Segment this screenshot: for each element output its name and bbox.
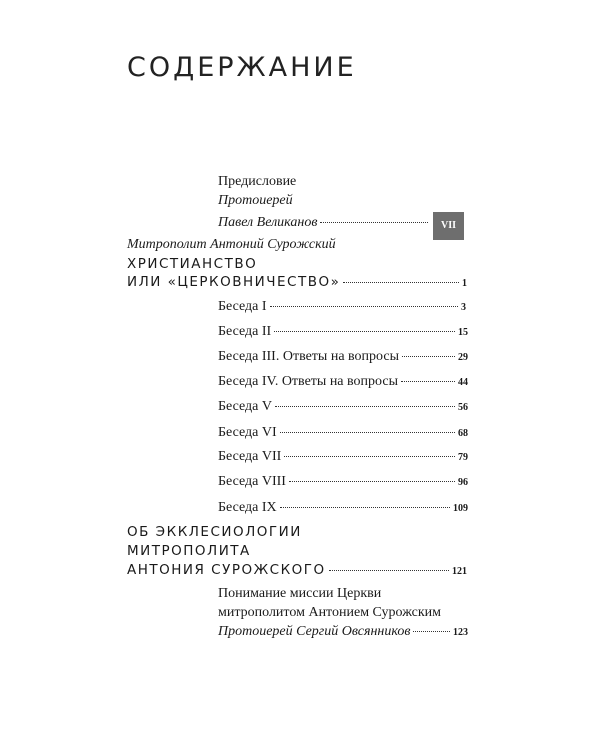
section2-title-line3: АНТОНИЯ СУРОЖСКОГО bbox=[127, 562, 326, 578]
section1-author: Митрополит Антоний Сурожский bbox=[127, 237, 336, 252]
leader-dots bbox=[289, 481, 455, 482]
section2-title-line1: ОБ ЭККЛЕСИОЛОГИИ bbox=[127, 524, 302, 540]
toc-item-page: 56 bbox=[458, 402, 468, 413]
toc-item-label: Беседа VIII bbox=[218, 474, 286, 489]
section2-title-line2: МИТРОПОЛИТА bbox=[127, 543, 251, 559]
preface-author-line1: Протоиерей bbox=[218, 193, 293, 208]
leader-dots bbox=[280, 507, 450, 508]
toc-item-label: Беседа VI bbox=[218, 425, 277, 440]
toc-item-page: 29 bbox=[458, 352, 468, 363]
section2-sub-entry[interactable] bbox=[218, 623, 468, 642]
section1-title-line2: ИЛИ «ЦЕРКОВНИЧЕСТВО» bbox=[127, 274, 341, 290]
toc-item[interactable] bbox=[218, 499, 468, 518]
toc-item-page: 44 bbox=[458, 377, 468, 388]
toc-item-label: Беседа IV. Ответы на вопросы bbox=[218, 374, 398, 389]
leader-dots bbox=[274, 331, 455, 332]
leader-dots bbox=[413, 631, 450, 632]
toc-item[interactable] bbox=[218, 473, 468, 492]
toc-item-label: Беседа IX bbox=[218, 500, 277, 515]
toc-item-label: Беседа I bbox=[218, 299, 267, 314]
section1-entry[interactable] bbox=[127, 273, 467, 293]
section2-sub-line2: митрополитом Антонием Сурожским bbox=[218, 605, 441, 620]
section2-sub-line1: Понимание миссии Церкви bbox=[218, 586, 382, 601]
toc-item-page: 96 bbox=[458, 477, 468, 488]
leader-dots bbox=[402, 356, 455, 357]
toc-item[interactable] bbox=[218, 424, 468, 443]
section1-page: 1 bbox=[462, 278, 467, 289]
preface-label: Предисловие bbox=[218, 174, 297, 189]
toc-item-page: 15 bbox=[458, 327, 468, 338]
page-title: СОДЕРЖАНИЕ bbox=[127, 52, 357, 83]
leader-dots bbox=[284, 456, 455, 457]
toc-item-label: Беседа V bbox=[218, 399, 272, 414]
section2-sub-author: Протоиерей Сергий Овсянников bbox=[218, 624, 411, 639]
leader-dots bbox=[280, 432, 455, 433]
section2-sub-page: 123 bbox=[453, 627, 468, 638]
toc-item-page: 79 bbox=[458, 452, 468, 463]
section2-page: 121 bbox=[452, 566, 467, 577]
toc-item-page: 109 bbox=[453, 503, 468, 514]
section1-title-line1: ХРИСТИАНСТВО bbox=[127, 256, 258, 272]
preface-entry[interactable] bbox=[218, 210, 464, 238]
leader-dots bbox=[343, 282, 459, 283]
leader-dots bbox=[275, 406, 455, 407]
toc-item[interactable] bbox=[218, 298, 466, 317]
toc-item[interactable] bbox=[218, 348, 468, 367]
toc-item[interactable] bbox=[218, 398, 468, 417]
leader-dots bbox=[329, 570, 449, 571]
toc-item[interactable] bbox=[218, 373, 468, 392]
section2-entry[interactable] bbox=[127, 561, 467, 581]
toc-item-page: 68 bbox=[458, 428, 468, 439]
leader-dots bbox=[320, 222, 428, 223]
toc-item-page: 3 bbox=[461, 302, 466, 313]
toc-item[interactable] bbox=[218, 323, 468, 342]
leader-dots bbox=[270, 306, 458, 307]
preface-page-badge: VII bbox=[433, 212, 464, 240]
toc-item-label: Беседа III. Ответы на вопросы bbox=[218, 349, 400, 364]
preface-author-line2: Павел Великанов bbox=[218, 215, 318, 230]
toc-item-label: Беседа VII bbox=[218, 449, 282, 464]
toc-item-label: Беседа II bbox=[218, 324, 272, 339]
toc-item[interactable] bbox=[218, 448, 468, 467]
leader-dots bbox=[401, 381, 455, 382]
